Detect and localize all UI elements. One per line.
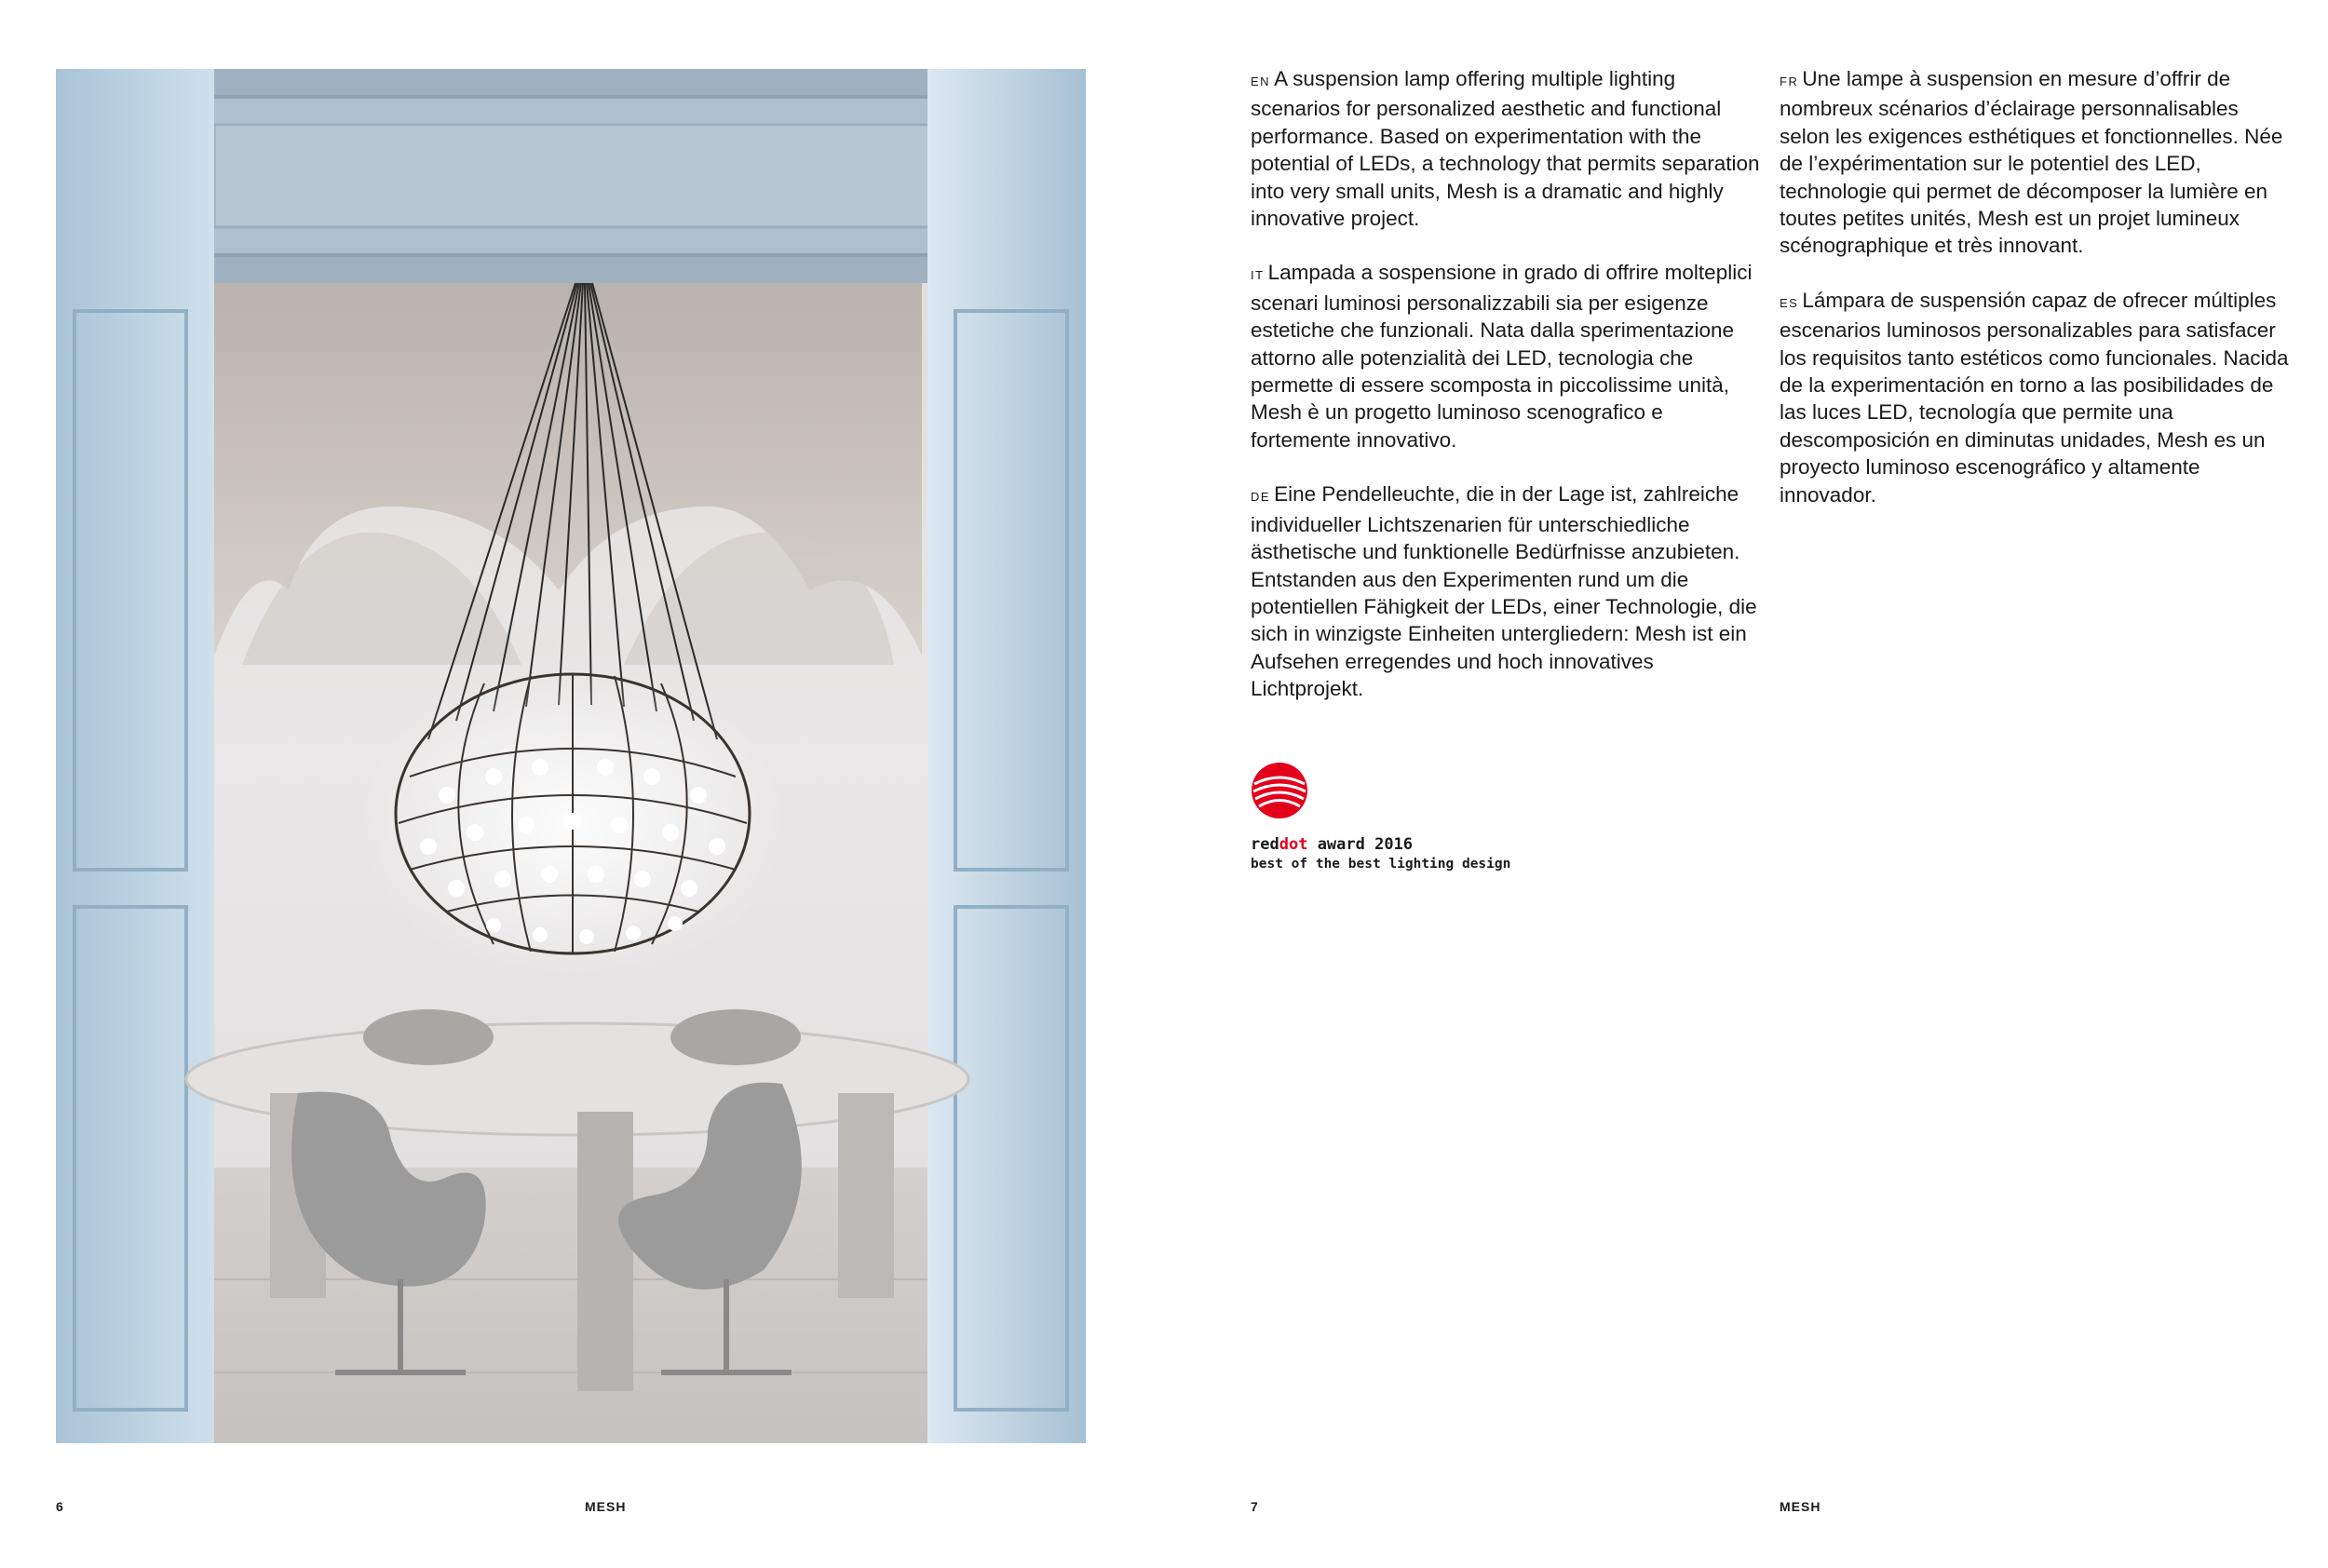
red-dot-logo-icon — [1251, 762, 1308, 819]
language-tag: ES — [1780, 295, 1799, 310]
language-tag: DE — [1251, 490, 1271, 505]
paragraph-it — [1251, 259, 1761, 453]
running-title-right: MESH — [1780, 1499, 1821, 1514]
paragraph-text: Eine Pendelleuchte, die in der Lage ist, zahlreiche individueller Lichtszenarien für unterschiedliche ästhetische und funktionelle Bedürfnisse anzubieten. Entstanden aus den Experimenten rund um die potentiellen Fähigkeit der LEDs, einer Technologie, die sich in winzigste Einheiten untergliedern: Mesh ist ein Aufsehen erregendes und hoch innovatives Lichtprojekt. — [1251, 482, 1757, 701]
text-column-left — [1251, 65, 1761, 730]
award-title — [1251, 834, 1510, 855]
paragraph-text: A suspension lamp offering multiple lighting scenarios for personalized aesthetic and functional performance. Based on experimentation with the potential of LEDs, a technology that permits separation into very small units, Mesh is a dramatic and highly innovative project. — [1251, 67, 1760, 231]
paragraph-text: Lampada a sospensione in grado di offrire molteplici scenari luminosi personalizzabili sia per esigenze estetiche che funzionali. Nata dalla sperimentazione attorno alle potenzialità dei LED, tecnologia che permette di essere scomposta in piccolissime unità, Mesh è un progetto luminoso scenografico e fortemente innovativo. — [1251, 261, 1753, 452]
paragraph-es — [1780, 287, 2290, 508]
running-title-left: MESH — [585, 1499, 627, 1514]
interior-photo — [56, 69, 1086, 1443]
award-title-rest: award 2016 — [1317, 835, 1414, 854]
text-column-right — [1780, 65, 2290, 535]
language-tag: IT — [1251, 268, 1265, 283]
award-brand-dot-word: dot — [1279, 835, 1308, 854]
page-number-left: 6 — [56, 1499, 64, 1514]
language-tag: FR — [1780, 74, 1799, 88]
language-tag: EN — [1251, 74, 1271, 88]
red-dot-award — [1251, 762, 1510, 873]
paragraph-de — [1251, 480, 1761, 702]
award-subtitle: best of the best lighting design — [1251, 857, 1511, 872]
award-brand-red-word: red — [1251, 835, 1279, 854]
paragraph-fr — [1780, 65, 2290, 260]
paragraph-en — [1251, 65, 1761, 232]
paragraph-text: Une lampe à suspension en mesure d’offrir de nombreux scénarios d’éclairage personnalisables selon les exigences esthétiques et fonctionnelles. Née de l’expérimentation sur le potentiel des LED, technologie qui permet de décomposer la lumière en toutes petites unités, Mesh est un projet lumineux scénographique et très innovant. — [1780, 67, 2283, 258]
page-number-right: 7 — [1251, 1499, 1259, 1514]
paragraph-text: Lámpara de suspensión capaz de ofrecer múltiples escenarios luminosos personalizables para satisfacer los requisitos tanto estéticos como funcionales. Nacida de la experimentación en torno a las posibilidades de las luces LED, tecnología que permite una descomposición en diminutas unidades, Mesh es un proyecto luminoso escenográfico y altamente innovador. — [1780, 288, 2289, 507]
mesh-lamp-photo-illustration — [56, 69, 1086, 1443]
